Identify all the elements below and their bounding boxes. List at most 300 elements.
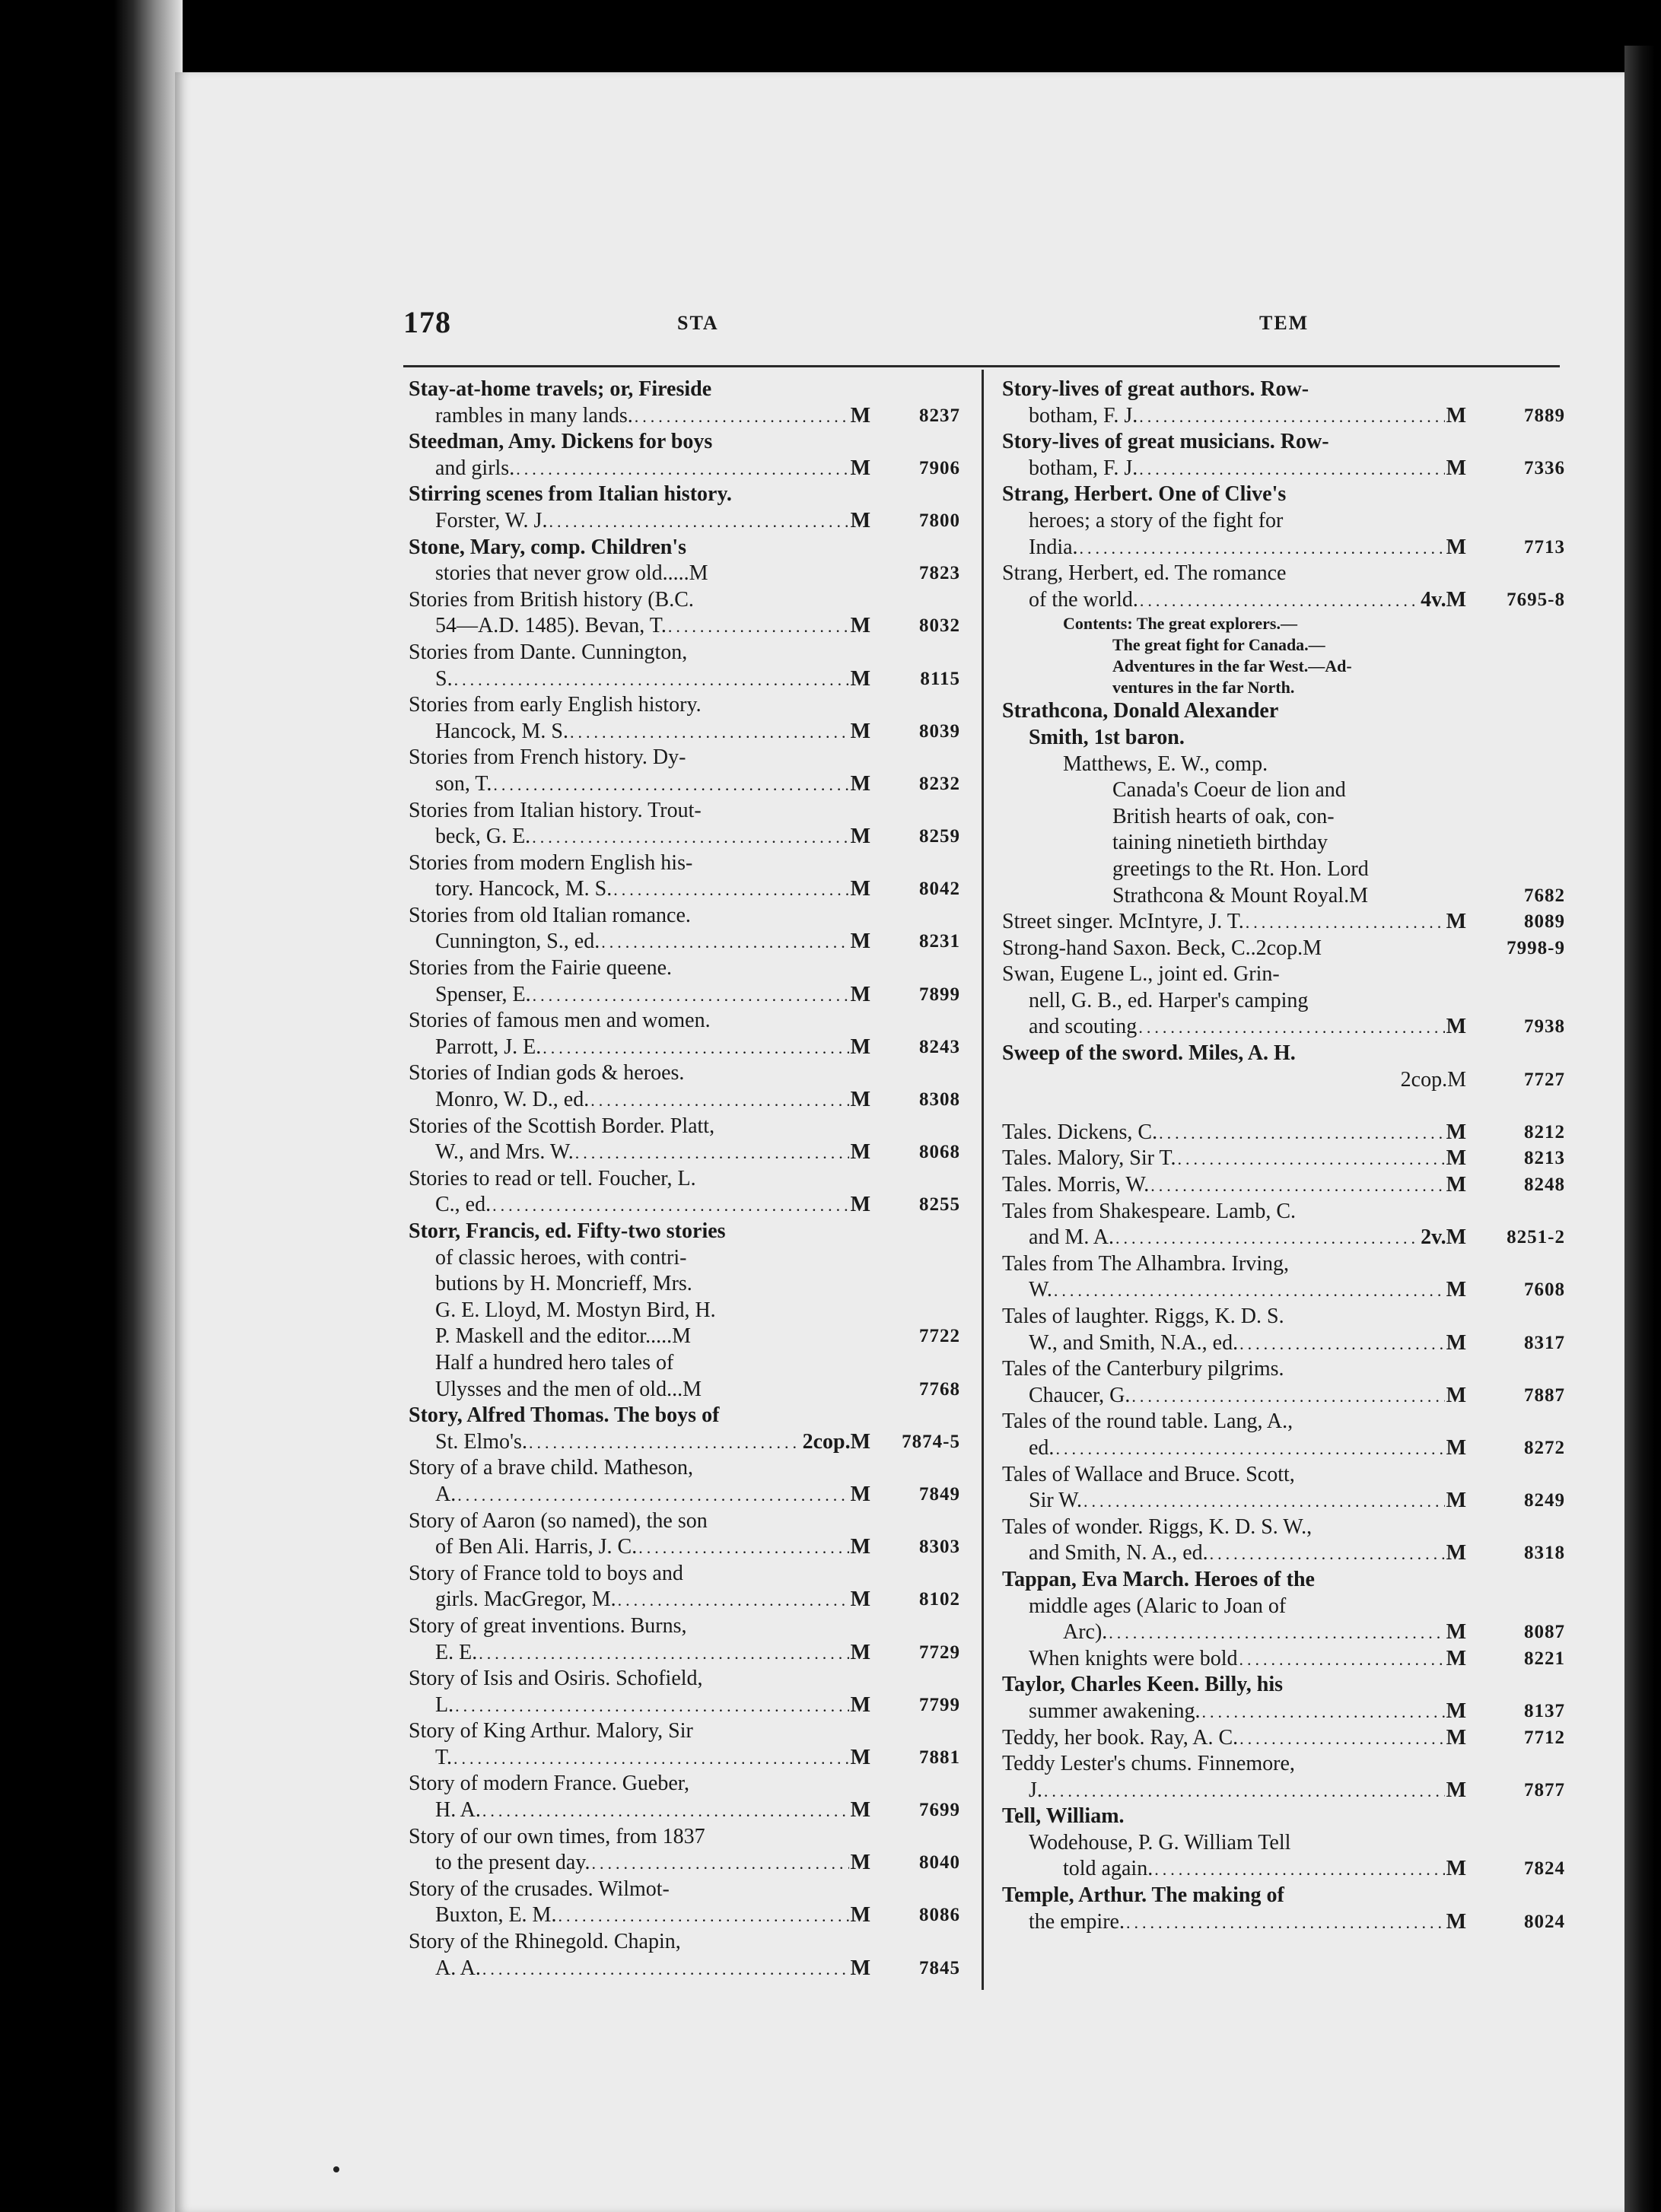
entry-text: Story of Aaron (so named), the son (409, 1508, 708, 1533)
call-number: 7899 (919, 984, 960, 1005)
format-code: M (1446, 1699, 1466, 1723)
entry-text: and scouting (1029, 1015, 1138, 1039)
guide-word-left: STA (677, 312, 719, 334)
catalog-entry (1002, 1356, 1565, 1409)
dot-leader (1239, 1331, 1444, 1357)
entry-text: Parrott, J. E. (435, 1034, 542, 1059)
entry-text: Tales of the Canterbury pilgrims. (1002, 1357, 1284, 1381)
entry-line (409, 692, 960, 719)
call-number: 7887 (1524, 1384, 1565, 1406)
entry-text: T. (435, 1745, 453, 1769)
catalog-entry (409, 1060, 960, 1113)
catalog-entry (1002, 961, 1565, 1041)
catalog-entry (409, 1219, 960, 1350)
entry-line (1002, 1067, 1565, 1094)
entry-line (409, 1534, 960, 1561)
entry-text: taining ninetieth birthday (1112, 831, 1328, 855)
entry-text: Stories from British history (B.C. (409, 587, 694, 612)
entry-text: Sweep of the sword. Miles, A. H. (1002, 1041, 1296, 1066)
scan-left-margin (0, 0, 183, 2212)
dot-leader (618, 1587, 849, 1613)
catalog-entry (409, 745, 960, 797)
entry-line (409, 1797, 960, 1824)
entry-text: beck, G. E. (435, 825, 531, 849)
entry-line (1002, 1567, 1565, 1594)
call-number: 8232 (919, 773, 960, 794)
dot-leader (1177, 1146, 1444, 1172)
entry-text: son, T. (435, 771, 492, 796)
call-number: 8317 (1524, 1332, 1565, 1353)
entry-line (1002, 656, 1565, 677)
entry-text: Steedman, Amy. Dickens for boys (409, 430, 713, 454)
dot-leader (543, 1035, 848, 1061)
entry-line (409, 613, 960, 640)
entry-line (1002, 698, 1565, 725)
dot-leader (529, 1430, 801, 1456)
entry-text: Chaucer, G. (1029, 1383, 1131, 1407)
format-code: M (1446, 1146, 1466, 1171)
catalog-entry (1002, 1041, 1565, 1093)
entry-text: When knights were bold (1029, 1646, 1238, 1670)
call-number: 7768 (919, 1378, 960, 1400)
entry-text: Spenser, E. (435, 982, 531, 1006)
catalog-entry (409, 1771, 960, 1823)
format-code: M (1446, 1725, 1466, 1750)
entry-line (1002, 1540, 1565, 1567)
call-number: 8102 (919, 1589, 960, 1610)
entry-line (409, 587, 960, 614)
catalog-entry (1002, 1672, 1565, 1724)
catalog-entry (409, 1561, 960, 1613)
call-number: 7998-9 (1507, 937, 1565, 958)
entry-line (1002, 857, 1565, 883)
entry-line (409, 1640, 960, 1667)
entry-text: summer awakening. (1029, 1699, 1201, 1723)
entry-text: Story-lives of great musicians. Row- (1002, 430, 1329, 454)
entry-line (409, 876, 960, 903)
dot-leader (570, 720, 849, 745)
format-code: M (850, 1034, 870, 1059)
entry-text: 2cop.M (1400, 1067, 1466, 1092)
entry-line (1002, 561, 1565, 587)
entry-line (1002, 725, 1565, 752)
entry-line (1002, 883, 1565, 910)
format-code: M (1446, 403, 1466, 427)
dot-leader (1126, 1910, 1445, 1936)
entry-text: Tales of laughter. Riggs, K. D. S. (1002, 1305, 1284, 1328)
dot-leader (457, 1483, 848, 1508)
catalog-entry (409, 1666, 960, 1718)
entry-line (409, 1587, 960, 1613)
format-code: M (1446, 456, 1466, 480)
call-number: 7938 (1524, 1016, 1565, 1038)
format-code: M (1446, 1778, 1466, 1802)
entry-line (1002, 830, 1565, 857)
entry-line (1002, 1435, 1565, 1462)
entry-text: Tales from The Alhambra. Irving, (1002, 1251, 1289, 1276)
format-code: M (850, 1535, 870, 1559)
entry-text: Matthews, E. W., comp. (1063, 752, 1268, 776)
entry-text: Strang, Herbert. One of Clive's (1002, 482, 1287, 507)
format-code: M (850, 930, 870, 954)
call-number: 7906 (919, 457, 960, 478)
entry-line (409, 745, 960, 771)
dot-leader (1154, 1857, 1444, 1883)
call-number: 7874-5 (902, 1431, 960, 1452)
entry-text: Cunnington, S., ed. (435, 930, 600, 954)
format-code: M (1446, 1383, 1466, 1407)
entry-text: Stories from early English history. (409, 693, 702, 717)
call-number: 8237 (919, 405, 960, 426)
dot-leader (1044, 1778, 1445, 1804)
call-number: 7336 (1524, 457, 1565, 478)
dot-leader (1246, 910, 1445, 936)
entry-line (1002, 1594, 1565, 1620)
entry-line (409, 824, 960, 850)
dot-leader (492, 1193, 848, 1219)
entry-line (409, 1377, 960, 1403)
dot-leader (1109, 1620, 1444, 1646)
entry-text: Adventures in the far West.—Ad- (1112, 656, 1352, 676)
call-number: 8040 (919, 1852, 960, 1874)
format-code: M (850, 1088, 870, 1112)
catalog-entry (409, 587, 960, 640)
call-number: 8042 (919, 879, 960, 900)
call-number: 8068 (919, 1142, 960, 1163)
entry-line (409, 1850, 960, 1877)
entry-line (1002, 677, 1565, 698)
entry-line (409, 798, 960, 825)
call-number: 7800 (919, 510, 960, 531)
catalog-entry (409, 1877, 960, 1929)
entry-text: Hancock, M. S. (435, 719, 568, 743)
dot-leader (1138, 1015, 1444, 1041)
entry-line (1002, 1120, 1565, 1146)
entry-line (409, 1771, 960, 1797)
call-number: 8231 (919, 931, 960, 952)
format-code: M (850, 1193, 870, 1217)
call-number: 8213 (1524, 1148, 1565, 1169)
format-code: M (850, 666, 870, 691)
dot-leader (1159, 1120, 1444, 1146)
entry-text: Tales from Shakespeare. Lamb, C. (1002, 1199, 1297, 1223)
entry-line (409, 1482, 960, 1508)
entry-text: Story of modern France. Gueber, (409, 1772, 689, 1796)
catalog-entry (1002, 1199, 1565, 1251)
entry-line (409, 1745, 960, 1772)
catalog-entry (1002, 909, 1565, 936)
entry-line (1002, 936, 1565, 962)
entry-text: Taylor, Charles Keen. Billy, his (1002, 1673, 1283, 1697)
dot-leader (1139, 404, 1444, 430)
format-code: M (850, 1956, 870, 1980)
entry-line (1002, 377, 1565, 403)
entry-line (409, 508, 960, 535)
entry-text: tory. Hancock, M. S. (435, 877, 613, 901)
entry-line (1002, 1646, 1565, 1673)
entry-line (409, 1824, 960, 1851)
format-code: M (850, 1640, 870, 1664)
catalog-entry (1002, 429, 1565, 481)
dot-leader (1140, 588, 1419, 614)
entry-line (1002, 508, 1565, 535)
entry-text: Story-lives of great authors. Row- (1002, 377, 1309, 401)
call-number: 8259 (919, 826, 960, 847)
dot-leader (1239, 1647, 1445, 1673)
format-code: M (850, 1903, 870, 1928)
left-column (409, 377, 960, 1982)
catalog-entry (409, 850, 960, 903)
entry-text: Buxton, E. M. (435, 1903, 557, 1928)
catalog-entry (409, 1824, 960, 1877)
entry-line (409, 850, 960, 877)
running-header (403, 304, 1560, 342)
entry-text: butions by H. Moncrieff, Mrs. (435, 1272, 692, 1296)
entry-text: Monro, W. D., ed. (435, 1088, 590, 1112)
entry-text: greetings to the Rt. Hon. Lord (1112, 857, 1369, 881)
catalog-entry (409, 1403, 960, 1455)
call-number: 7713 (1524, 536, 1565, 558)
entry-line (1002, 909, 1565, 936)
entry-line (409, 1245, 960, 1272)
entry-line (409, 1324, 960, 1350)
entry-text: W., and Mrs. W. (435, 1140, 574, 1165)
entry-text: girls. MacGregor, M. (435, 1587, 616, 1612)
dot-leader (1080, 536, 1445, 561)
entry-text: Tell, William. (1002, 1804, 1125, 1829)
entry-text: Contents: The great explorers.— (1063, 614, 1297, 634)
entry-text: Stories from Dante. Cunnington, (409, 640, 688, 664)
entry-line (1002, 1725, 1565, 1752)
dot-leader (668, 614, 849, 640)
entry-line (409, 1271, 960, 1298)
format-code: M (1446, 1120, 1466, 1144)
entry-line (1002, 1699, 1565, 1725)
entry-line (409, 1561, 960, 1587)
entry-text: heroes; a story of the fight for (1029, 508, 1284, 532)
format-code: M (850, 614, 870, 638)
entry-line (1002, 535, 1565, 561)
entry-line (409, 1008, 960, 1034)
call-number: 7877 (1524, 1779, 1565, 1800)
format-code: M (850, 1851, 870, 1875)
entry-line (1002, 1199, 1565, 1225)
entry-line (409, 982, 960, 1009)
entry-line (1002, 1804, 1565, 1830)
header-rule (403, 365, 1560, 367)
entry-line (1002, 1619, 1565, 1646)
entry-text: of Ben Ali. Harris, J. C. (435, 1535, 638, 1559)
entry-text: Story of King Arthur. Malory, Sir (409, 1719, 693, 1743)
format-code: M (850, 719, 870, 743)
entry-text: Stories of Indian gods & heroes. (409, 1061, 685, 1085)
entry-line (409, 1718, 960, 1745)
format-code: M (1446, 1173, 1466, 1197)
catalog-entry (409, 955, 960, 1008)
entry-text: Sir W. (1029, 1489, 1083, 1513)
catalog-entry (409, 1455, 960, 1508)
entry-line (1002, 961, 1565, 988)
entry-text: to the present day. (435, 1851, 590, 1875)
format-code: M (850, 1140, 870, 1165)
format-code: M (1446, 535, 1466, 559)
format-code: M (850, 1745, 870, 1769)
call-number: 8318 (1524, 1543, 1565, 1564)
entry-line (1002, 1409, 1565, 1435)
format-code: M (1446, 1278, 1466, 1302)
entry-text: Story of the crusades. Wilmot- (409, 1877, 670, 1901)
entry-line (1002, 1251, 1565, 1278)
entry-text: Story of Isis and Osiris. Schofield, (409, 1667, 703, 1691)
entry-text: Wodehouse, P. G. William Tell (1029, 1830, 1291, 1854)
format-code: M (850, 403, 870, 427)
format-code: M (1446, 1646, 1466, 1670)
entry-line (1002, 752, 1565, 778)
entry-line (409, 1087, 960, 1114)
entry-text: Storr, Francis, ed. Fifty-two stories (409, 1219, 726, 1243)
section-gap (1002, 1093, 1565, 1120)
entry-text: Ulysses and the men of old...M (435, 1377, 702, 1401)
entry-text: ventures in the far North. (1112, 678, 1295, 698)
dot-leader (613, 877, 848, 903)
call-number: 7881 (919, 1746, 960, 1768)
catalog-entry (1002, 1514, 1565, 1567)
entry-line (409, 1166, 960, 1193)
entry-line (1002, 1304, 1565, 1330)
entry-line (1002, 587, 1565, 614)
entry-text: St. Elmo's. (435, 1429, 527, 1454)
dot-leader (549, 509, 848, 535)
catalog-entry (1002, 1883, 1565, 1935)
entry-line (409, 1034, 960, 1061)
entry-text: A. A. (435, 1956, 481, 1980)
entry-line (409, 1060, 960, 1087)
catalog-entry (1002, 698, 1565, 751)
entry-text: and Smith, N. A., ed. (1029, 1541, 1208, 1565)
column-rule (982, 370, 984, 1990)
scan-speck (333, 2166, 339, 2172)
entry-text: The great fight for Canada.— (1112, 635, 1325, 655)
entry-line (409, 1508, 960, 1535)
entry-text: told again. (1063, 1857, 1153, 1881)
entry-text: of classic heroes, with contri- (435, 1245, 687, 1270)
entry-text: Stories from old Italian romance. (409, 903, 691, 927)
entry-text: Stories of the Scottish Border. Platt, (409, 1114, 715, 1138)
catalog-entry (1002, 752, 1565, 910)
entry-line (409, 955, 960, 982)
catalog-entry (409, 640, 960, 692)
entry-line (409, 403, 960, 430)
entry-line (409, 1114, 960, 1140)
entry-line (409, 1956, 960, 1982)
entry-line (1002, 1277, 1565, 1304)
format-code: M (1446, 910, 1466, 934)
entry-text: botham, F. J. (1029, 403, 1138, 427)
dot-leader (1210, 1541, 1445, 1567)
format-code: M (850, 1798, 870, 1823)
dot-leader (1239, 1726, 1444, 1752)
entry-text: E. E. (435, 1640, 478, 1664)
catalog-entry (409, 1613, 960, 1666)
entry-text: Stone, Mary, comp. Children's (409, 535, 687, 559)
entry-text: Stories to read or tell. Foucher, L. (409, 1166, 696, 1190)
entry-text: Tales. Morris, W. (1002, 1173, 1150, 1197)
entry-text: J. (1029, 1778, 1042, 1802)
format-code: M (1446, 1330, 1466, 1355)
format-code: M (1446, 1909, 1466, 1934)
entry-text: Strang, Herbert, ed. The romance (1002, 561, 1287, 586)
entry-line (409, 1613, 960, 1640)
format-code: M (1446, 1857, 1466, 1881)
entry-text: Forster, W. J. (435, 508, 548, 532)
entry-text: stories that never grow old.....M (435, 561, 708, 586)
dot-leader (591, 1851, 848, 1877)
entry-line (1002, 613, 1565, 634)
catalog-entry (1002, 1751, 1565, 1804)
catalog-entry (409, 1508, 960, 1561)
entry-text: Tappan, Eva March. Heroes of the (1002, 1567, 1315, 1591)
dot-leader (1139, 456, 1444, 482)
call-number: 8032 (919, 615, 960, 637)
page-number: 178 (403, 305, 451, 339)
entry-text: G. E. Lloyd, M. Mostyn Bird, H. (435, 1298, 716, 1322)
call-number: 7799 (919, 1694, 960, 1715)
entry-line (1002, 1356, 1565, 1383)
format-code: M (850, 1482, 870, 1506)
format-code: M (1446, 1015, 1466, 1039)
entry-line (409, 1692, 960, 1719)
call-number: 7727 (1524, 1069, 1565, 1090)
entry-text: Stories from French history. Dy- (409, 745, 686, 770)
entry-text: of the world. (1029, 587, 1138, 612)
catalog-entry (1002, 1120, 1565, 1146)
entry-text: Tales of wonder. Riggs, K. D. S. W., (1002, 1514, 1313, 1539)
catalog-entry (409, 1929, 960, 1982)
entry-text: C., ed. (435, 1193, 492, 1217)
format-code: M (850, 771, 870, 796)
entry-line (409, 1403, 960, 1429)
entry-line (409, 456, 960, 482)
entry-line (409, 1429, 960, 1456)
catalog-entry (1002, 481, 1565, 561)
entry-text: India. (1029, 535, 1078, 559)
call-number: 7699 (919, 1800, 960, 1821)
dot-leader (533, 983, 849, 1009)
call-number: 8115 (920, 668, 960, 689)
entry-line (409, 1455, 960, 1482)
entry-text: A. (435, 1482, 457, 1506)
dot-leader (479, 1641, 848, 1667)
dot-leader (558, 1903, 848, 1929)
entry-text: Stay-at-home travels; or, Fireside (409, 377, 712, 401)
catalog-entry (1002, 1804, 1565, 1830)
entry-line (409, 1666, 960, 1692)
catalog-entry (1002, 1830, 1565, 1883)
entry-line (1002, 1462, 1565, 1489)
entry-line (1002, 1225, 1565, 1251)
call-number: 7823 (919, 563, 960, 584)
call-number: 8137 (1524, 1700, 1565, 1721)
catalog-entry (409, 1008, 960, 1060)
dot-leader (590, 1088, 848, 1114)
entry-text: Teddy Lester's chums. Finnemore, (1002, 1752, 1295, 1776)
entry-line (409, 1902, 960, 1929)
format-code: M (850, 982, 870, 1006)
call-number: 8086 (919, 1905, 960, 1926)
entry-text: Half a hundred hero tales of (435, 1350, 674, 1375)
entry-line (1002, 777, 1565, 804)
format-code: M (1446, 1541, 1466, 1565)
